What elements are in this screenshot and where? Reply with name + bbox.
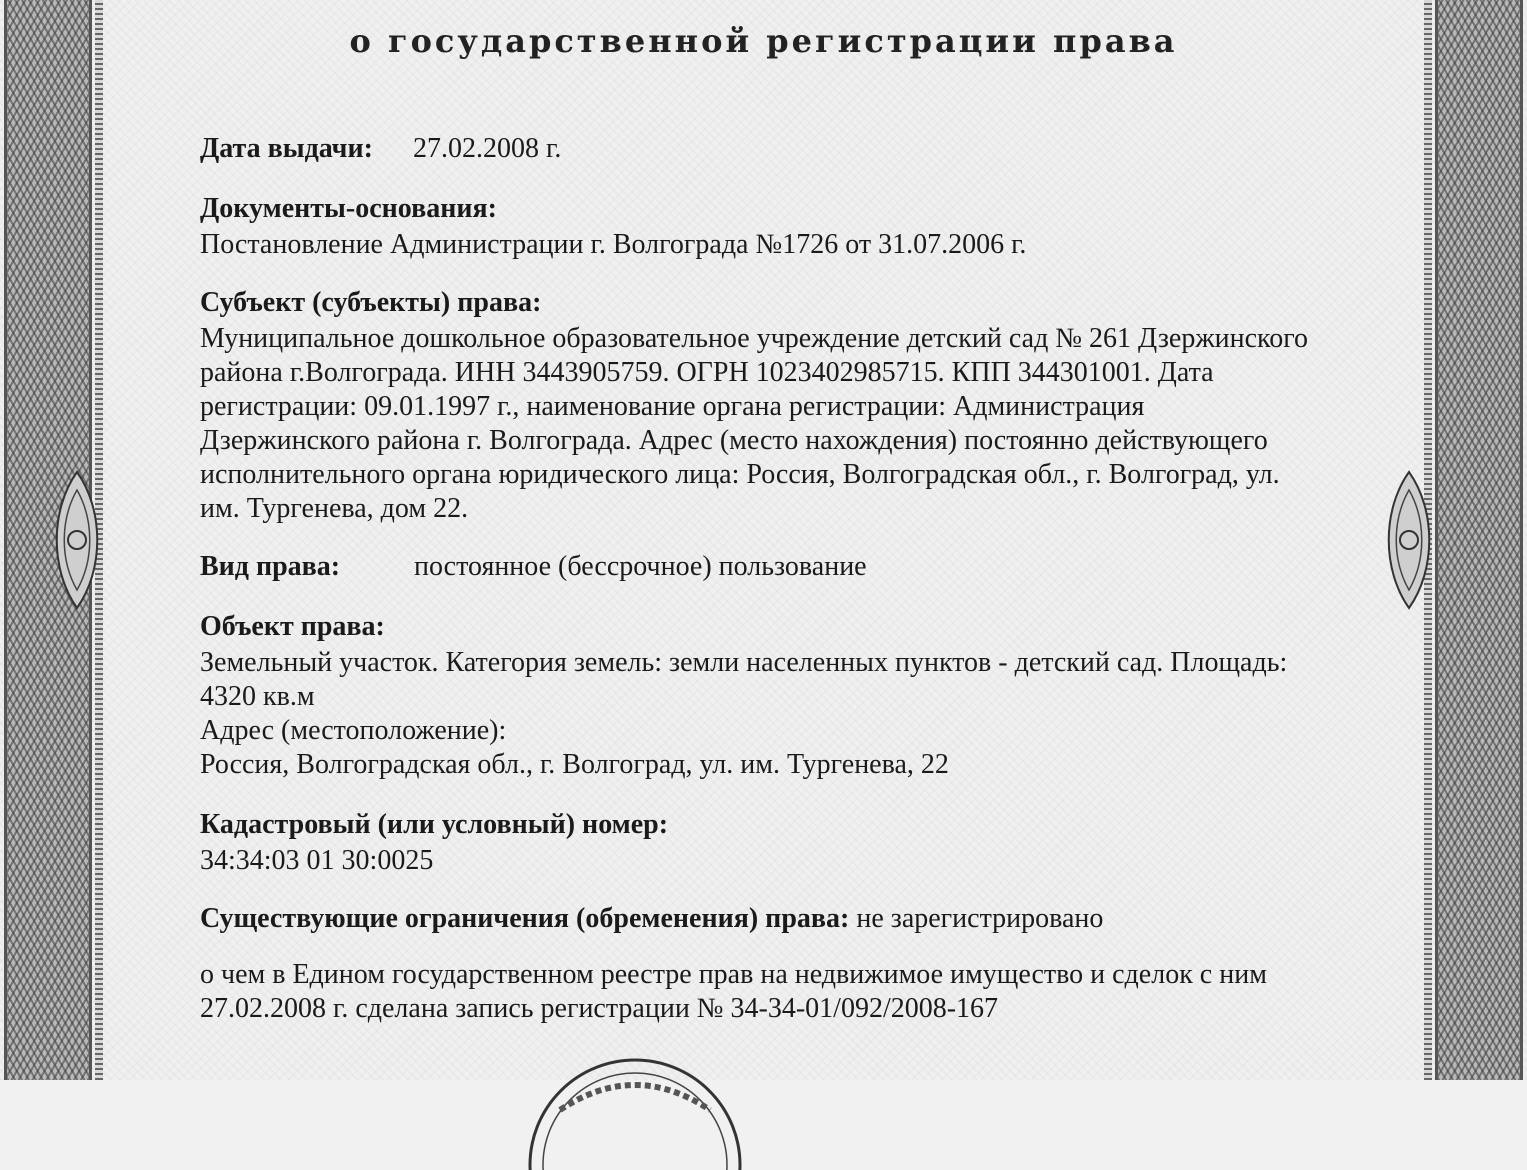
object-line: Россия, Волгоградская обл., г. Волгоград, ул. им. Тургенева, 22 [200, 749, 949, 780]
left-ornament-icon [40, 470, 114, 610]
cadastral-value: 34:34:03 01 30:0025 [200, 845, 434, 876]
subject-line: Муниципальное дошкольное образовательное учреждение детский сад № 261 Дзержинского [200, 323, 1309, 354]
right-type-label: Вид права: [200, 551, 341, 582]
certificate-subtitle: о государственной регистрации права [349, 22, 1178, 60]
title-cutoff-shapes [380, 0, 1150, 6]
subject-line: им. Тургенева, дом 22. [200, 493, 469, 524]
object-line: 4320 кв.м [200, 681, 315, 712]
title-fragment-cutoff [380, 0, 1150, 6]
object-line: Адрес (местоположение): [200, 715, 507, 746]
basis-documents-value: Постановление Администрации г. Волгограда №1726 от 31.07.2006 г. [200, 229, 1027, 260]
subject-label: Субъект (субъекты) права: [200, 287, 542, 318]
issue-date-value: 27.02.2008 г. [413, 133, 562, 164]
subject-line: регистрации: 09.01.1997 г., наименование органа регистрации: Администрация [200, 391, 1145, 422]
right-ornament-icon [1372, 470, 1446, 610]
restrictions-label: Существующие ограничения (обременения) права: [200, 903, 850, 934]
registry-note-line: о чем в Едином государственном реестре прав на недвижимое имущество и сделок с ним [200, 959, 1267, 990]
issue-date-row [200, 132, 373, 166]
subject-line: исполнительного органа юридического лица: Россия, Волгоградская обл., г. Волгоград, ул. [200, 459, 1280, 490]
right-type-value: постоянное (бессрочное) пользование [414, 551, 867, 582]
cadastral-label: Кадастровый (или условный) номер: [200, 809, 669, 840]
official-seal-icon [520, 1050, 750, 1170]
subject-line: района г.Волгограда. ИНН 3443905759. ОГРН 1023402985715. КПП 344301001. Дата [200, 357, 1214, 388]
restrictions-value: не зарегистрировано [856, 903, 1104, 934]
issue-date-label: Дата выдачи: [200, 133, 373, 164]
basis-documents-label: Документы-основания: [200, 193, 497, 224]
object-line: Земельный участок. Категория земель: земли населенных пунктов - детский сад. Площадь: [200, 647, 1288, 678]
registry-note-line: 27.02.2008 г. сделана запись регистрации № 34-34-01/092/2008-167 [200, 993, 999, 1024]
object-label: Объект права: [200, 611, 385, 642]
right-guilloche-border [1435, 0, 1523, 1080]
restrictions-row [200, 902, 1103, 936]
subject-line: Дзержинского района г. Волгограда. Адрес (место нахождения) постоянно действующего [200, 425, 1268, 456]
